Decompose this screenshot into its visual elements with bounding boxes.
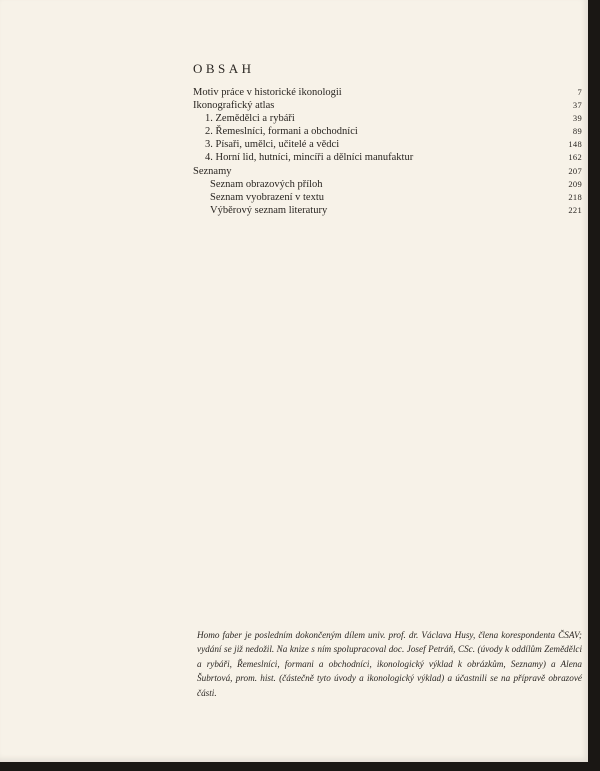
toc-entry-page: 218: [568, 191, 582, 202]
toc-entry-label: Seznam vyobrazení v textu: [210, 191, 325, 203]
colophon-note: Homo faber je posledním dokončeným dílem univ. prof. dr. Václava Husy, člena korespondenta ČSAV; vydání se již nedožil. Na knize s ním spolupracoval doc. Josef Petráň, CSc. (úvody k oddílům Zemědělci a rybáři, Řemeslníci, formani a obchodníci, ikonologický výklad k obrázkům, Seznamy) a Alena Šubrtová, prom. hist. (částečně tyto úvody a ikonologický výklad) a účastnili se na přípravě obrazové části.: [197, 630, 582, 698]
toc-entry-page: 89: [572, 126, 582, 137]
toc-entry-label: Ikonografický atlas: [193, 100, 275, 112]
toc-entry-page: 209: [568, 178, 582, 189]
toc-entry: [193, 191, 582, 204]
toc-entry-label: 4. Horní lid, hutníci, mincíři a dělníci manufaktur: [205, 152, 414, 164]
toc-entry-label: 2. Řemeslníci, formani a obchodníci: [205, 126, 358, 138]
toc-entry-page: 148: [568, 139, 582, 150]
table-of-contents: [193, 86, 582, 217]
toc-entry-page: 37: [572, 100, 582, 111]
toc-entry-label: 3. Písaři, umělci, učitelé a vědci: [205, 139, 340, 151]
toc-entry: [193, 112, 582, 125]
toc-entry: [193, 151, 582, 164]
toc-entry: [193, 178, 582, 191]
toc-entry-page: 39: [572, 113, 582, 124]
toc-entry-label: Seznamy: [193, 165, 232, 177]
toc-entry-label: 1. Zemědělci a rybáři: [205, 113, 295, 125]
toc-entry-label: Výběrový seznam literatury: [210, 204, 328, 216]
toc-entry-label: Motiv práce v historické ikonologii: [193, 87, 342, 98]
toc-entry: [193, 165, 582, 178]
toc-entry: [193, 125, 582, 138]
toc-entry-page: 162: [568, 152, 582, 163]
toc-entry-page: 207: [568, 165, 582, 176]
toc-entry-page: 7: [577, 87, 582, 97]
toc-entry: [193, 86, 582, 99]
toc-entry-page: 221: [568, 204, 582, 215]
page-title: OBSAH: [193, 61, 255, 76]
toc-entry-label: Seznam obrazových příloh: [210, 178, 323, 190]
toc-entry: [193, 204, 582, 217]
toc-entry: [193, 99, 582, 112]
toc-entry: [193, 138, 582, 151]
